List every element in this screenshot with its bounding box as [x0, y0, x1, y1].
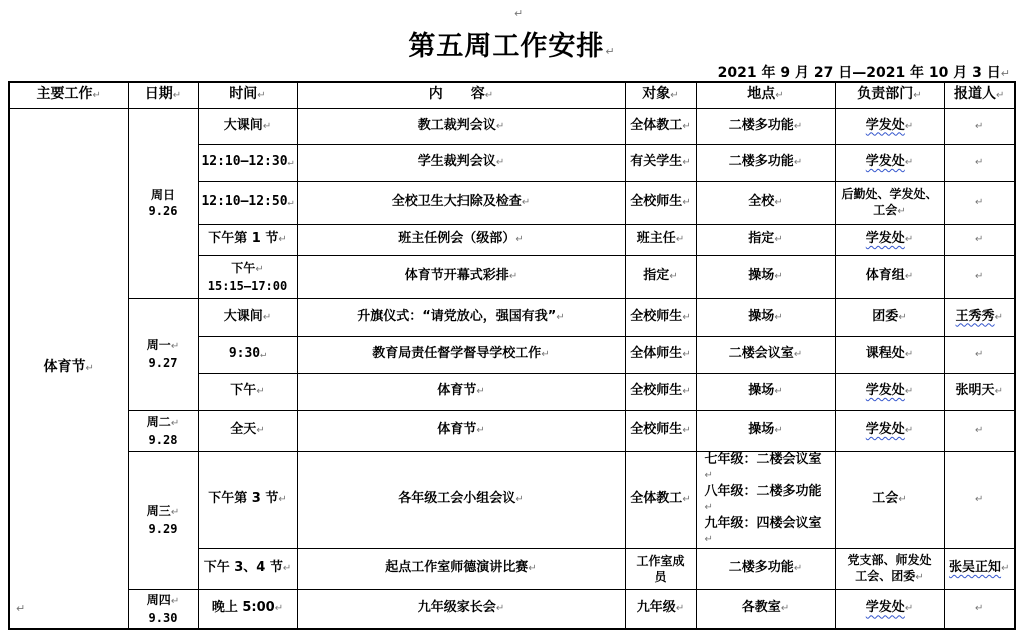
place-cell: 操场↵ [696, 255, 835, 298]
target-cell: 工作室成 员 [625, 548, 696, 589]
time-cell: 下午↵ 15:15—17:00 [198, 255, 297, 298]
dept-cell: 团委↵ [835, 298, 944, 336]
reporter-cell: ↵ [944, 255, 1015, 298]
reporter-cell: ↵ [944, 451, 1015, 548]
dept-cell: 学发处↵ [835, 224, 944, 255]
top-paragraph-mark: ↵ [514, 7, 524, 20]
header-dept: 负责部门↵ [835, 82, 944, 108]
document-title: 第五周工作安排↵ [408, 31, 616, 62]
place-cell: 二楼多功能↵ [696, 548, 835, 589]
header-time: 时间↵ [198, 82, 297, 108]
place-cell: 七年级：二楼会议室 ↵ 八年级：二楼多功能 ↵ 九年级：四楼会议室 ↵ [696, 451, 835, 548]
target-cell: 全校师生↵ [625, 181, 696, 224]
reporter-cell: 张明天↵ [944, 373, 1015, 410]
place-cell: 操场↵ [696, 373, 835, 410]
content-cell: 起点工作室师德演讲比赛↵ [297, 548, 625, 589]
time-cell: 12:10—12:30↵ [198, 144, 297, 181]
target-cell: 全体师生↵ [625, 336, 696, 373]
reporter-cell: 王秀秀↵ [944, 298, 1015, 336]
time-cell: 下午第 3 节↵ [198, 451, 297, 548]
reporter-cell: 张吴正知↵ [944, 548, 1015, 589]
content-cell: 教育局责任督学督导学校工作↵ [297, 336, 625, 373]
target-cell: 全体教工↵ [625, 108, 696, 144]
header-target: 对象↵ [625, 82, 696, 108]
dept-cell: 学发处↵ [835, 410, 944, 451]
content-cell: 班主任例会（级部）↵ [297, 224, 625, 255]
time-cell: 下午↵ [198, 373, 297, 410]
table-row [9, 410, 1015, 451]
reporter-cell: ↵ [944, 224, 1015, 255]
content-cell: 九年级家长会↵ [297, 589, 625, 629]
dept-cell: 学发处↵ [835, 589, 944, 629]
content-cell: 全校卫生大扫除及检查↵ [297, 181, 625, 224]
time-cell: 全天↵ [198, 410, 297, 451]
reporter-cell: ↵ [944, 144, 1015, 181]
header-date: 日期↵ [128, 82, 198, 108]
reporter-cell: ↵ [944, 181, 1015, 224]
content-cell: 教工裁判会议↵ [297, 108, 625, 144]
time-cell: 下午 3、4 节↵ [198, 548, 297, 589]
target-cell: 九年级↵ [625, 589, 696, 629]
dept-cell: 学发处↵ [835, 373, 944, 410]
reporter-cell: ↵ [944, 589, 1015, 629]
date-range: 2021 年 9 月 27 日—2021 年 10 月 3 日↵ [717, 65, 1010, 81]
dept-cell: 后勤处、学发处、 工会↵ [835, 181, 944, 224]
reporter-cell: ↵ [944, 336, 1015, 373]
place-cell: 指定↵ [696, 224, 835, 255]
target-cell: 指定↵ [625, 255, 696, 298]
place-cell: 操场↵ [696, 410, 835, 451]
time-cell: 9:30↵ [198, 336, 297, 373]
place-cell: 二楼多功能↵ [696, 144, 835, 181]
content-cell: 体育节开幕式彩排↵ [297, 255, 625, 298]
day-cell: 周三↵ 9.29 [128, 451, 198, 589]
place-cell: 操场↵ [696, 298, 835, 336]
place-cell: 各教室↵ [696, 589, 835, 629]
target-cell: 全校师生↵ [625, 373, 696, 410]
time-cell: 大课间↵ [198, 108, 297, 144]
dept-cell: 体育组↵ [835, 255, 944, 298]
reporter-cell: ↵ [944, 410, 1015, 451]
day-cell: 周日 9.26 [128, 108, 198, 298]
table-row [9, 298, 1015, 336]
target-cell: 有关学生↵ [625, 144, 696, 181]
target-cell: 全校师生↵ [625, 410, 696, 451]
dept-cell: 学发处↵ [835, 144, 944, 181]
place-cell: 二楼会议室↵ [696, 336, 835, 373]
time-cell: 大课间↵ [198, 298, 297, 336]
header-content: 内 容↵ [297, 82, 625, 108]
place-cell: 全校↵ [696, 181, 835, 224]
day-cell: 周一↵ 9.27 [128, 298, 198, 410]
table-row [9, 451, 1015, 548]
table-row [9, 108, 1015, 144]
dept-cell: 工会↵ [835, 451, 944, 548]
content-cell: 体育节↵ [297, 410, 625, 451]
content-cell: 学生裁判会议↵ [297, 144, 625, 181]
dept-cell: 学发处↵ [835, 108, 944, 144]
header-row [9, 82, 1015, 108]
main-work-cell: 体育节↵ [9, 108, 128, 629]
dept-cell: 课程处↵ [835, 336, 944, 373]
day-cell: 周二↵ 9.28 [128, 410, 198, 451]
header-main-work: 主要工作↵ [9, 82, 128, 108]
time-cell: 下午第 1 节↵ [198, 224, 297, 255]
header-reporter: 报道人↵ [944, 82, 1015, 108]
time-cell: 12:10—12:50↵ [198, 181, 297, 224]
content-cell: 各年级工会小组会议↵ [297, 451, 625, 548]
time-cell: 晚上 5:00↵ [198, 589, 297, 629]
place-cell: 二楼多功能↵ [696, 108, 835, 144]
bottom-paragraph-mark: ↵ [16, 602, 26, 615]
table-row [9, 589, 1015, 629]
target-cell: 全校师生↵ [625, 298, 696, 336]
reporter-cell: ↵ [944, 108, 1015, 144]
content-cell: 升旗仪式：“请党放心，强国有我”↵ [297, 298, 625, 336]
day-cell: 周四↵ 9.30 [128, 589, 198, 629]
schedule-table [8, 81, 1016, 630]
content-cell: 体育节↵ [297, 373, 625, 410]
target-cell: 班主任↵ [625, 224, 696, 255]
dept-cell: 党支部、师发处 工会、团委↵ [835, 548, 944, 589]
header-place: 地点↵ [696, 82, 835, 108]
target-cell: 全体教工↵ [625, 451, 696, 548]
